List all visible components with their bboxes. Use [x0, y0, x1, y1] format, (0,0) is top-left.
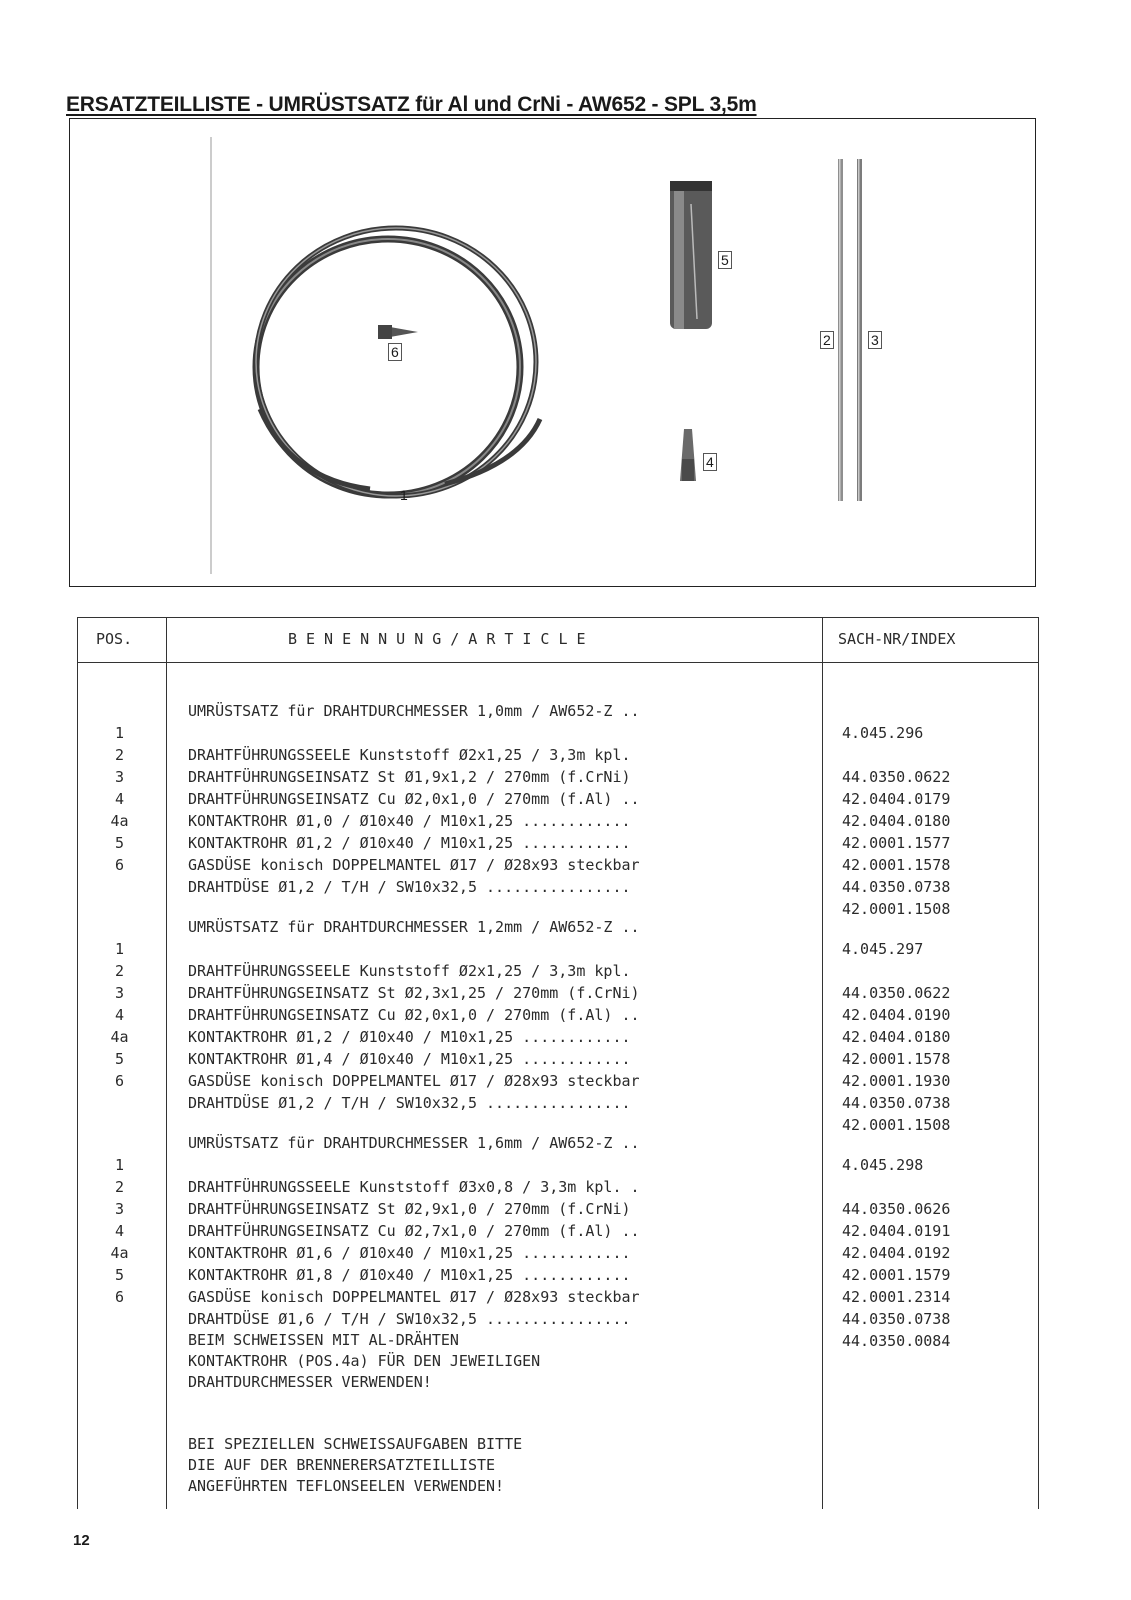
row-part-number: 44.0350.0738 [842, 1094, 951, 1112]
header-article: BENENNUNG/ARTICLE [288, 630, 595, 648]
note-teflon-liners: BEI SPEZIELLEN SCHWEISSAUFGABEN BITTE DIE AUF DER BRENNERERSATZTEILLISTE ANGEFÜHRTEN TEFLONSEELEN VERWENDEN! [188, 1435, 523, 1495]
row-pos: 4 [114, 1006, 125, 1024]
row-description: KONTAKTROHR Ø1,8 / Ø10x40 / M10x1,25 ............ [188, 1266, 631, 1284]
row-part-number: 42.0404.0180 [842, 812, 951, 830]
parts-illustration [69, 118, 1036, 587]
row-part-number: 44.0350.0622 [842, 768, 951, 786]
callout-label: 6 [388, 343, 402, 361]
row-description: KONTAKTROHR Ø1,0 / Ø10x40 / M10x1,25 ............ [188, 812, 631, 830]
row-description: DRAHTDÜSE Ø1,2 / T/H / SW10x32,5 ................ [188, 878, 631, 896]
row-description: DRAHTFÜHRUNGSSEELE Kunststoff Ø3x0,8 / 3,3m kpl. . [188, 1178, 640, 1196]
page-number: 12 [73, 1532, 90, 1549]
parts-drawing [70, 119, 1037, 588]
row-pos: 3 [114, 768, 125, 786]
row-description: GASDÜSE konisch DOPPELMANTEL Ø17 / Ø28x93 steckbar [188, 856, 640, 874]
row-part-number: 42.0001.1578 [842, 856, 951, 874]
row-pos: 6 [114, 1288, 125, 1306]
row-description: DRAHTFÜHRUNGSEINSATZ St Ø2,9x1,0 / 270mm (f.CrNi) [188, 1200, 631, 1218]
row-description: DRAHTFÜHRUNGSSEELE Kunststoff Ø2x1,25 / 3,3m kpl. [188, 746, 631, 764]
row-pos: 2 [114, 962, 125, 980]
row-description: DRAHTFÜHRUNGSEINSATZ Cu Ø2,7x1,0 / 270mm (f.Al) .. [188, 1222, 640, 1240]
kit-description: UMRÜSTSATZ für DRAHTDURCHMESSER 1,2mm / AW652-Z .. [188, 918, 640, 936]
row-part-number: 42.0001.1508 [842, 900, 951, 918]
row-pos: 2 [114, 1178, 125, 1196]
row-pos: 4 [114, 1222, 125, 1240]
row-pos: 2 [114, 746, 125, 764]
kit-header-row [78, 894, 1038, 958]
row-description: GASDÜSE konisch DOPPELMANTEL Ø17 / Ø28x93 steckbar [188, 1288, 640, 1306]
callout-label: 3 [868, 331, 882, 349]
wire-guide-inserts [838, 159, 862, 501]
gas-nozzle-part [670, 181, 712, 329]
row-part-number: 42.0001.1577 [842, 834, 951, 852]
row-pos: 4a [110, 1244, 129, 1262]
kit-header-row [78, 678, 1038, 742]
row-part-number: 44.0350.0084 [842, 1332, 951, 1350]
row-part-number: 42.0001.1579 [842, 1266, 951, 1284]
row-description: GASDÜSE konisch DOPPELMANTEL Ø17 / Ø28x93 steckbar [188, 1072, 640, 1090]
row-description: DRAHTFÜHRUNGSEINSATZ Cu Ø2,0x1,0 / 270mm (f.Al) .. [188, 790, 640, 808]
page-title: ERSATZTEILLISTE - UMRÜSTSATZ für Al und CrNi - AW652 - SPL 3,5m [66, 93, 757, 116]
wire-liner-coil [256, 228, 540, 496]
row-pos: 1 [114, 724, 125, 742]
callout-label: 1 [400, 487, 408, 503]
row-pos: 6 [114, 1072, 125, 1090]
row-pos: 5 [114, 1266, 125, 1284]
row-part-number: 44.0350.0738 [842, 878, 951, 896]
row-description: KONTAKTROHR Ø1,6 / Ø10x40 / M10x1,25 ............ [188, 1244, 631, 1262]
kit-description: UMRÜSTSATZ für DRAHTDURCHMESSER 1,0mm / AW652-Z .. [188, 702, 640, 720]
row-description: DRAHTFÜHRUNGSEINSATZ Cu Ø2,0x1,0 / 270mm (f.Al) .. [188, 1006, 640, 1024]
callout-label: 2 [820, 331, 834, 349]
contact-tip-part [680, 429, 696, 481]
row-description: KONTAKTROHR Ø1,2 / Ø10x40 / M10x1,25 ............ [188, 834, 631, 852]
row-part-number: 44.0350.0622 [842, 984, 951, 1002]
row-part-number: 42.0404.0191 [842, 1222, 951, 1240]
row-description: DRAHTFÜHRUNGSEINSATZ St Ø1,9x1,2 / 270mm (f.CrNi) [188, 768, 631, 786]
row-pos: 3 [114, 984, 125, 1002]
row-part-number: 42.0404.0190 [842, 1006, 951, 1024]
row-part-number: 42.0404.0192 [842, 1244, 951, 1262]
row-pos: 3 [114, 1200, 125, 1218]
callout-label: 4 [703, 453, 717, 471]
callout-label: 5 [718, 251, 732, 269]
kit-header-row [78, 1110, 1038, 1174]
row-part-number: 42.0001.1930 [842, 1072, 951, 1090]
row-description: KONTAKTROHR Ø1,2 / Ø10x40 / M10x1,25 ............ [188, 1028, 631, 1046]
row-part-number: 42.0001.1578 [842, 1050, 951, 1068]
row-part-number: 42.0404.0179 [842, 790, 951, 808]
row-description: DRAHTDÜSE Ø1,6 / T/H / SW10x32,5 ................ [188, 1310, 631, 1328]
row-pos: 4 [114, 790, 125, 808]
row-part-number: 44.0350.0626 [842, 1200, 951, 1218]
row-pos: 5 [114, 1050, 125, 1068]
kit-part-number: 4.045.296 [842, 724, 924, 742]
row-part-number: 42.0001.2314 [842, 1288, 951, 1306]
note-aluminium: BEIM SCHWEISSEN MIT AL-DRÄHTEN KONTAKTROHR (POS.4a) FÜR DEN JEWEILIGEN DRAHTDURCHMESSER VERWENDEN! [188, 1331, 541, 1391]
row-pos: 4a [110, 812, 129, 830]
row-description: DRAHTFÜHRUNGSEINSATZ St Ø2,3x1,25 / 270mm (f.CrNi) [188, 984, 640, 1002]
row-pos: 6 [114, 856, 125, 874]
kit-part-number: 4.045.297 [842, 940, 924, 958]
row-pos: 1 [114, 1156, 125, 1174]
wire-nozzle-part [378, 325, 418, 339]
kit-description: UMRÜSTSATZ für DRAHTDURCHMESSER 1,6mm / AW652-Z .. [188, 1134, 640, 1152]
parts-table [77, 617, 1039, 1509]
row-part-number: 42.0404.0180 [842, 1028, 951, 1046]
table-header [78, 618, 1038, 663]
kit-part-number: 4.045.298 [842, 1156, 924, 1174]
header-pos: POS. [96, 630, 133, 648]
row-part-number: 44.0350.0738 [842, 1310, 951, 1328]
header-sach-nr: SACH-NR/INDEX [838, 630, 956, 648]
row-part-number: 42.0001.1508 [842, 1116, 951, 1134]
row-pos: 4a [110, 1028, 129, 1046]
row-pos: 1 [114, 940, 125, 958]
row-description: DRAHTDÜSE Ø1,2 / T/H / SW10x32,5 ................ [188, 1094, 631, 1112]
row-description: DRAHTFÜHRUNGSSEELE Kunststoff Ø2x1,25 / 3,3m kpl. [188, 962, 631, 980]
row-pos: 5 [114, 834, 125, 852]
row-description: KONTAKTROHR Ø1,4 / Ø10x40 / M10x1,25 ............ [188, 1050, 631, 1068]
